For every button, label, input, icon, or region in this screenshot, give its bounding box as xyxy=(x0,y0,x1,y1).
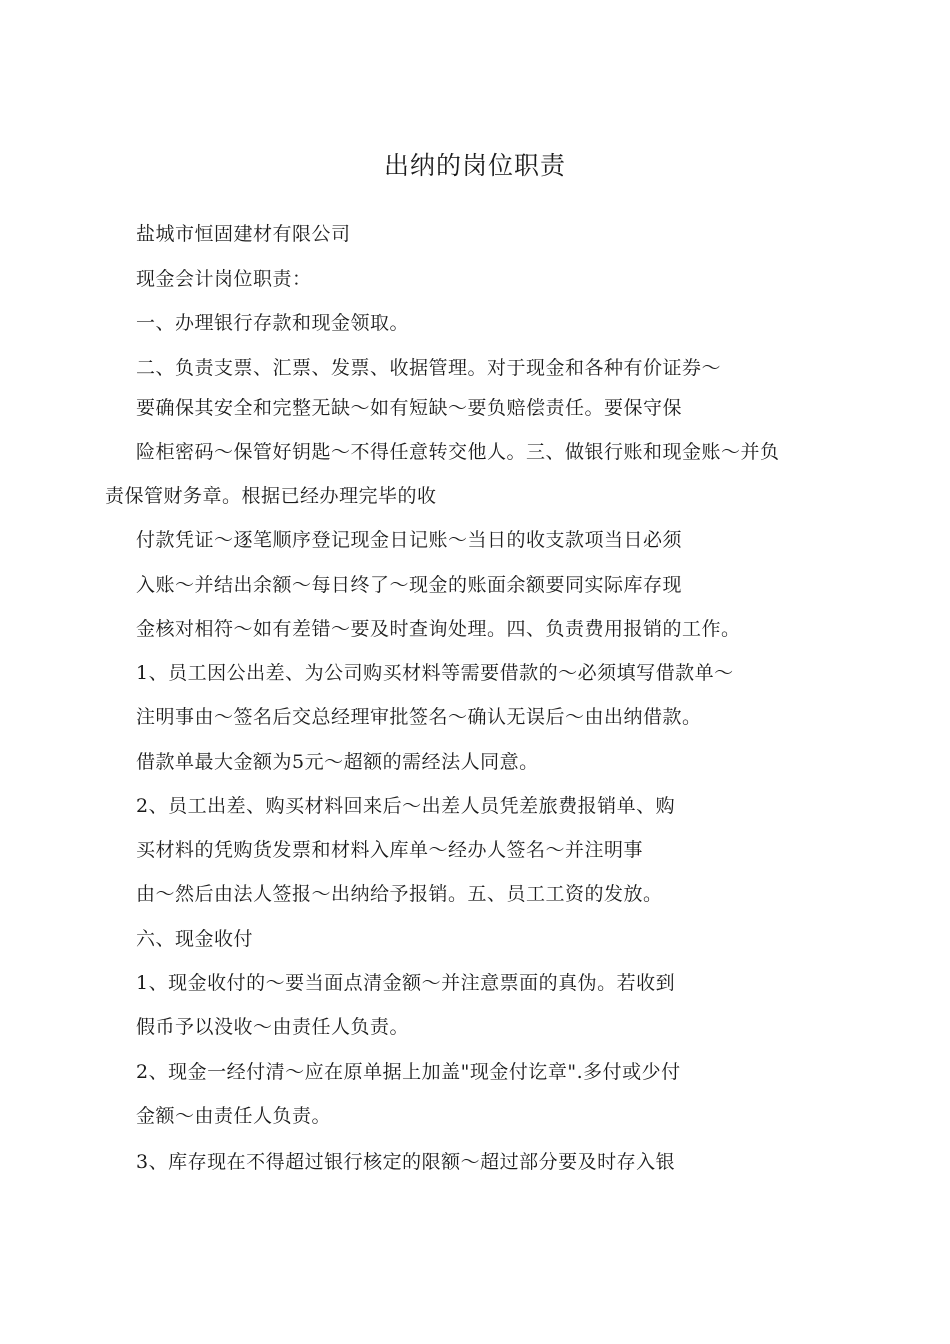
page-title: 出纳的岗位职责 xyxy=(383,151,566,180)
paragraph-line: 3、库存现在不得超过银行核定的限额〜超过部分要及时存入银 xyxy=(136,1151,676,1173)
section-heading: 六、现金收付 xyxy=(136,928,254,950)
paragraph-line: 1、员工因公出差、为公司购买材料等需要借款的〜必须填写借款单〜 xyxy=(136,662,734,684)
paragraph-line: 2、现金一经付清〜应在原单据上加盖"现金付讫章".多付或少付 xyxy=(136,1061,681,1083)
paragraph-line: 险柜密码〜保管好钥匙〜不得任意转交他人。三、做银行账和现金账〜并负 xyxy=(136,441,780,463)
company-name: 盐城市恒固建材有限公司 xyxy=(136,223,351,245)
paragraph-line: 2、员工出差、购买材料回来后〜出差人员凭差旅费报销单、购 xyxy=(136,795,676,817)
paragraph-line: 由〜然后由法人签报〜出纳给予报销。五、员工工资的发放。 xyxy=(136,883,663,905)
paragraph-line: 借款单最大金额为5元〜超额的需经法人同意。 xyxy=(136,751,539,773)
paragraph-line: 二、负责支票、汇票、发票、收据管理。对于现金和各种有价证券〜 xyxy=(136,357,722,379)
paragraph-line: 假币予以没收〜由责任人负责。 xyxy=(136,1016,410,1038)
section-heading: 现金会计岗位职责： xyxy=(136,268,312,290)
paragraph-line: 买材料的凭购货发票和材料入库单〜经办人签名〜并注明事 xyxy=(136,839,644,861)
paragraph-line: 注明事由〜签名后交总经理审批签名〜确认无误后〜由出纳借款。 xyxy=(136,706,702,728)
paragraph-line: 1、现金收付的〜要当面点清金额〜并注意票面的真伪。若收到 xyxy=(136,972,676,994)
paragraph-line: 金额〜由责任人负责。 xyxy=(136,1105,332,1127)
paragraph-line: 付款凭证〜逐笔顺序登记现金日记账〜当日的收支款项当日必须 xyxy=(136,529,683,551)
paragraph-line: 一、办理银行存款和现金领取。 xyxy=(136,312,410,334)
paragraph-line: 责保管财务章。根据已经办理完毕的收 xyxy=(105,485,437,507)
paragraph-line: 金核对相符〜如有差错〜要及时查询处理。四、负责费用报销的工作。 xyxy=(136,618,741,640)
paragraph-line: 要确保其安全和完整无缺〜如有短缺〜要负赔偿责任。要保守保 xyxy=(136,397,683,419)
paragraph-line: 入账〜并结出余额〜每日终了〜现金的账面余额要同实际库存现 xyxy=(136,574,683,596)
